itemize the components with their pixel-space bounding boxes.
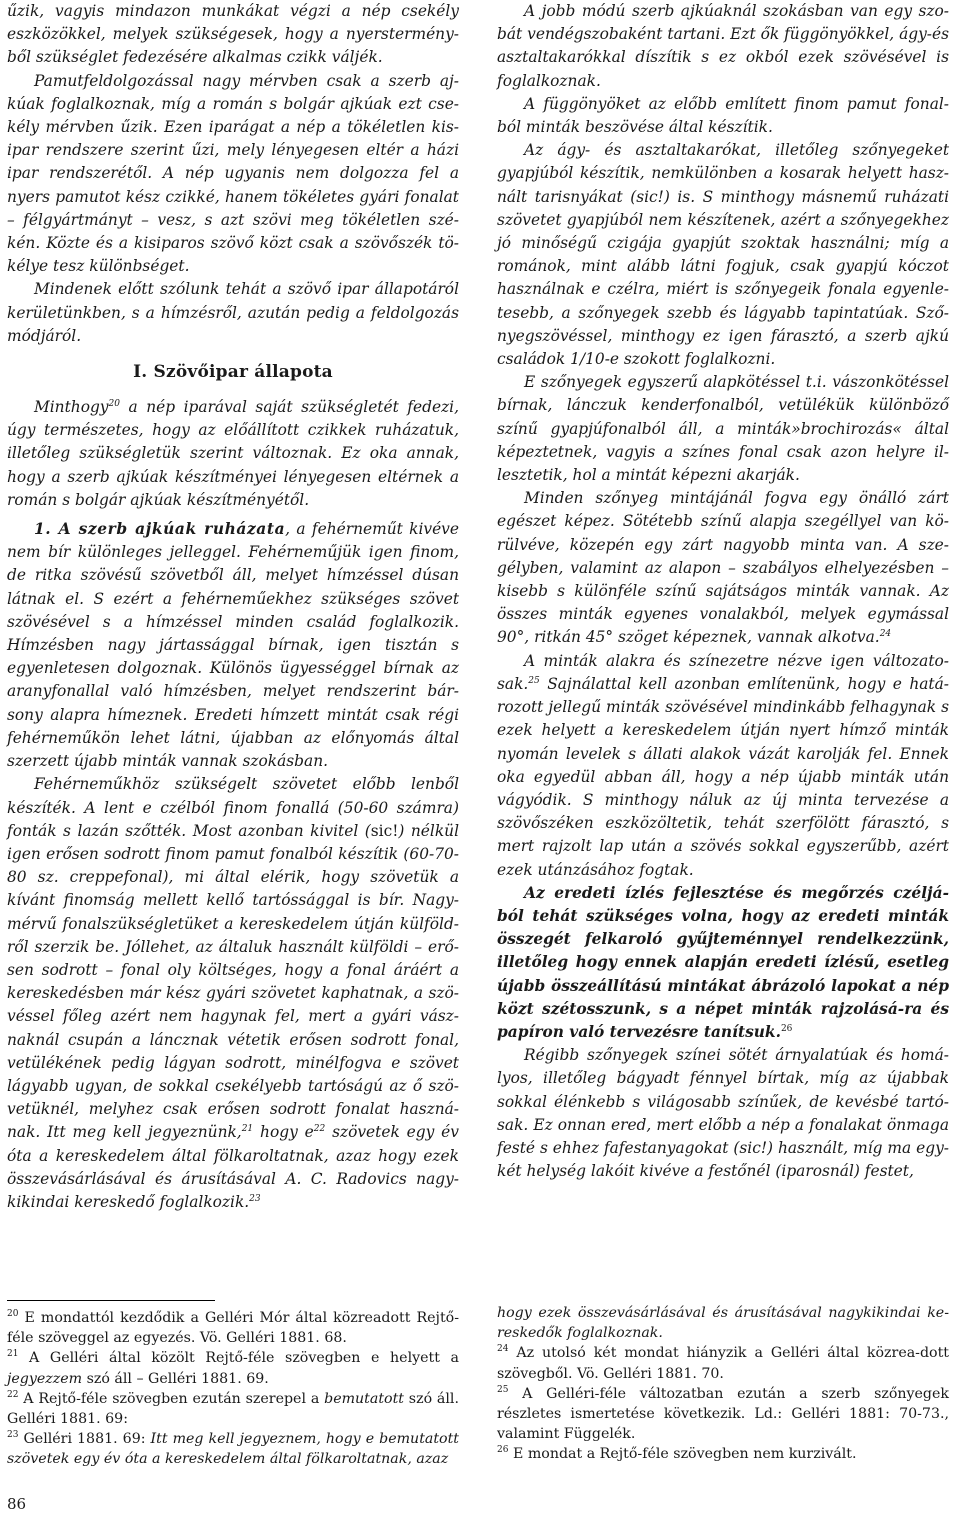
paragraph: Pamutfeldolgozással nagy mérvben csak a szerb aj-kúak foglalkoznak, míg a román s bolgár ajkúak ezt cse-kély mérvben űzik. Ezen iparágat a nép a tökéletlen kis-ipar rendszere szerint űzi, mely lényegesen eltér a házi ipar rendszerétől. A nép ugyanis nem dolgozza fel a nyers pamutot kész czikké, hanem tökéletes gyári fonalat – félgyártmányt – vesz, s azt szövi meg tökéletlen szé-kén. Közte és a kisiparos szövő közt csak a szövőszék tö-kélye tesz különbséget. [7, 71, 459, 276]
emphasized-paragraph: Az eredeti ízlés fejlesztése és megőrzés czéljá-ból tehát szükséges volna, hogy az eredeti minták összegét felkaroló gyűjteménnyel rendelkezzünk, illetőleg hogy ennek alapján eredeti ízlésű, esetleg újabb összeállítású mintákat ábrázoló lapokat a nép közt szétosszunk, s a népet minták rajzolásá-ra és papíron való tervezésre tanítsuk.$^{26}$ [497, 883, 949, 1041]
footnote: $^{26}$ E mondat a Rejtő-féle szövegben nem kurzivált. [497, 1445, 857, 1463]
paragraph: Az ágy- és asztaltakarókat, illetőleg szőnyegeket gyapjúból készítik, nemkülönben a kosarak helyett hasz-nált tarisnyákat (sic!) is. S minthogy másnemű ruházati szövetet gyapjúból nem készítenek, azért a szőnyegekhez jó minőségű czigája gyapjút szoktak használni; míg a románok, mint alább látni fogjuk, csak gyapjú kóczot használnak e czélra, miért is szőnyegeik fonala egyenle-tesebb, a szőnyegek szebb és lágyabb tapintatúak. Sző-nyegszövéssel, minthogy ez igen fárasztó, a szerb ajkú családok 1/10-e szokott foglalkozni. [497, 141, 949, 369]
paragraph: A jobb módú szerb ajkúaknál szokásban van egy szo-bát vendégszobaként tartani. Ezt ők függönyökkel, ágy-és asztaltakarókkal díszítik s ez okból ezek szövésével is foglalkoznak. [497, 2, 949, 90]
subsection-title: A szerb ajkúak ruházata [58, 520, 286, 539]
paragraph: A minták alakra és színezetre nézve igen változato-sak.$^{25}$ Sajnálattal kell azonban említenünk, hogy e hatá-rozott jellegű minták szövésével mindinkább felhagynak s ezek helyett a kereskedelem útján nyert hímző minták nyomán levelek s állati alakok vázát karolják fel. Ennek oka egyedül abban áll, hogy a nép újabb minták után vágyódik. S minthogy náluk az új minta tervezése a szövőszéken eszközöltetik, tehát szerfölött fárasztó, s mert rajzolt lap után a szövés sokkal egyszerűbb, azért ezek utánzásához fogtak. [497, 651, 949, 879]
right-column [497, 0, 949, 1183]
footnotes-left [7, 1308, 459, 1470]
footnote-ref: 23 [249, 1193, 261, 1204]
section-heading: I. Szövőipar állapota [133, 362, 333, 383]
footnote-ref: 22 [313, 1124, 326, 1135]
paragraph: E szőnyegek egyszerű alapkötéssel t.i. vászonkötéssel bírnak, lánczuk kenderfonalból, vetülékük különböző színű gyapjúfonalból áll, a minták»brochirozás« által képeztetnek, vagyis a színes fonal csak azon helyre il-lesztetik, hol a mintát képezni akarják. [497, 373, 949, 485]
paragraph: Mindenek előtt szólunk tehát a szövő ipar állapotáról kerületünkben, s a hímzésről, azután pedig a feldolgozás módjáról. [7, 280, 459, 345]
left-column [7, 0, 459, 1214]
footnote: $^{22}$ A Rejtő-féle szövegben ezután szerepel a bemutatott szó áll. Gelléri 1881. 69: [7, 1389, 459, 1428]
paragraph: Minthogy$^{20}$ a nép iparával saját szükségletét fedezi, úgy természetes, hogy az előállított czikkek ruházatuk, illetőleg szükségletük szerint változnak. Ez oka annak, hogy a szerb ajkúak készítményei lényegesen eltérnek a román s bolgár ajkúak készítményétől. [7, 398, 459, 509]
footnote: $^{25}$ A Gelléri-féle változatban ezután a szerb szőnyegek részletes ismertetése következik. Ld.: Gelléri 1881: 70-73., valamint Függelék. [497, 1384, 949, 1443]
paragraph: űzik, vagyis mindazon munkákat végzi a nép csekély eszközökkel, melyek szükségesek, hogy a nyerstermény-ből szükséglet fedezésére alkalmas czikk váljék. [7, 2, 459, 67]
footnote-divider [7, 1300, 215, 1301]
paragraph: Fehérneműkhöz szükségelt szövetet előbb lenből készíték. A lent e czélból finom fonallá (50-60 számra) fonták s lazán szőtték. Most azonban kivitel (sic!) nélkül igen erősen sodrott finom pamut fonalból készítik (60-70-80 sz. creppefonal), mi által elérik, hogy szövetük a kívánt finomság mellett kellő tartóssággal is bír. Nagy-mérvű fonalszükségletüket a kereskedelem útján külföld-ről szerzik be. Jóllehet, az általuk használt külföldi – erő-sen sodrott – fonal oly költséges, hogy a fonal áráért a kereskedésben már kész gyári szövetet kaphatnak, a szö-véssel főleg azért nem hagynak fel, mert a gyári vász-naknál csupán a láncznak vétetik erősen sodrott fonal, vetülékének pedig lágyan sodrott, minélfogva e szövet lágyabb ugyan, de sokkal csekélyebb tartóságú az ő szö-vetüknél, melyhez csak erősen sodrott fonalat haszná-nak. Itt meg kell jegyeznünk,$^{21}$ hogy $e^{22}$ szövetek egy év óta a kereskedelem által fölkaroltatnak, azaz hogy ezek összevásárlásával és árusításával A. C. Radovics nagy-kikindai kereskedő foglalkozik.$^{23}$ [7, 775, 459, 1211]
footnote: $^{24}$ Az utolsó két mondat hiányzik a Gelléri által közrea-dott szövegből. Vö. Gelléri 1881. 70. [497, 1344, 949, 1382]
footnote-ref: 26 [780, 1023, 793, 1034]
footnote-ref: 21 [241, 1124, 254, 1135]
paragraph: Minden szőnyeg mintájánál fogva egy önálló zárt egészet képez. Sötétebb színű alapja szegéllyel van kö-rülvéve, közepén egy zárt nagyobb minta van. A sze-gélyben, valamint az alapon – szabályos elhelyezésben – kisebb s különféle színű sajátságos minták vannak. Az összes minták egyenes vonalakból, melyek egymással 90°, ritkán 45° szöget képeznek, vannak alkotva.$^{24}$ [497, 489, 949, 647]
paragraph: Régibb szőnyegek színei sötét árnyalatúak és homá-lyos, illetőleg bágyadt fénnyel bírtak, míg az újabbak sokkal élénkebb s világosabb színűek, de kevésbé tartó-sak. Ez onnan ered, mert előbb a nép a fonalakat önmaga festé s ehhez fafestanyagokat (sic!) használt, míg ma egy-két helység lakóit kivéve a festőnél (iparosnál) festet, [497, 1046, 949, 1181]
footnote-ref: 24 [879, 629, 892, 640]
footnote-continuation: hogy ezek összevásárlásával és árusításával nagykikindai ke-reskedők foglalkoznak. [497, 1305, 949, 1342]
footnote-ref: 25 [528, 675, 540, 686]
footnote: $^{21}$ A Gelléri által közölt Rejtő-féle szövegben e helyett a jegyezzem szó áll – Gelléri 1881. 69. [7, 1349, 459, 1387]
page-number: 86 [7, 1495, 27, 1513]
paragraph: 1. A szerb ajkúak ruházata, a fehérneműt kivéve nem bír különleges jelleggel. Fehérneműjük igen finom, de ritka szövésű szövetből áll, melyet hímzéssel dúsan látnak el. S ezért a fehérneműekhez szükséges szövet szövésével s a hímzéssel minden család foglalkozik. Hímzésben nagy jártassággal bírnak, igen tisztán s egyenletesen dolgoznak. Különös ügyességgel bírnak az aranyfonallal való hímzésben, melyet rendszerint bár-sony alapra hímeznek. Eredeti hímzett mintát csak régi fehérneműkön lehet látni, újabban az előnyomás által szerzett újabb minták vannak szokásban. [7, 520, 459, 771]
footnote: $^{20}$ E mondattól kezdődik a Gelléri Mór által közreadott Rejtő-féle szöveggel az egyezés. Vö. Gelléri 1881. 68. [7, 1309, 459, 1347]
footnote: $^{23}$ Gelléri 1881. 69: Itt meg kell jegyeznem, hogy e bemutatott szövetek egy év óta a kereskedelem által fölkaroltatnak, azaz [7, 1430, 459, 1468]
footnotes-right [497, 1303, 949, 1465]
footnote-ref: 20 [108, 399, 120, 410]
paragraph: A függönyöket az előbb említett finom pamut fonal-ból minták beszövése által készítik. [497, 94, 949, 137]
